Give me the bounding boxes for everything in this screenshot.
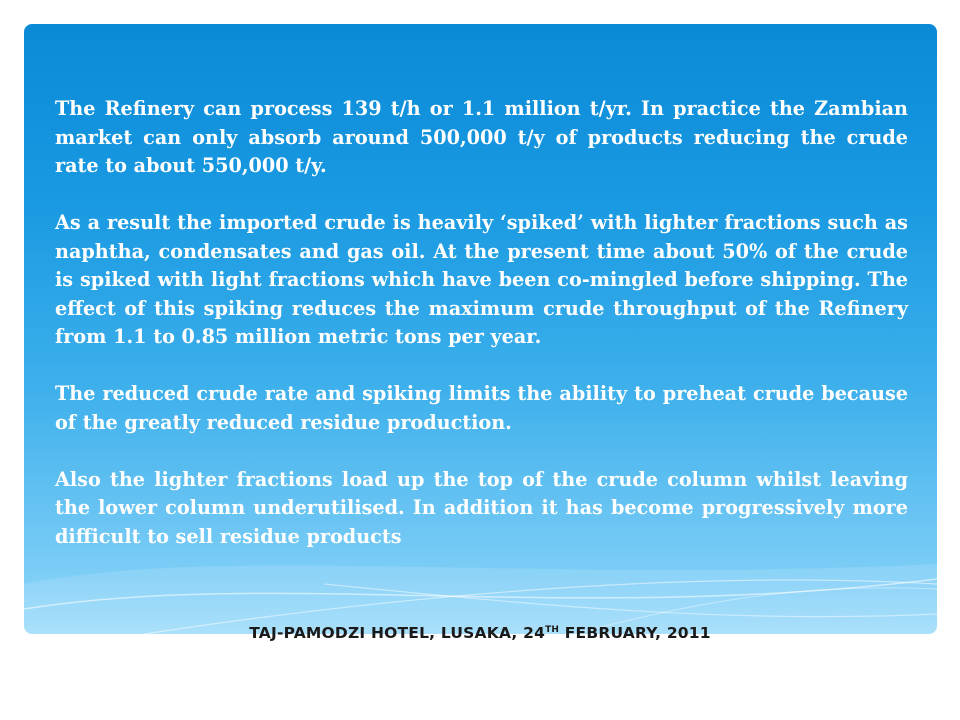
paragraph-column-loading: Also the lighter fractions load up the top of the crude column whilst leaving the lower column underutilised. In addition it has become progressively more difficult to sell residue products [55,467,908,548]
footer-venue-date [0,624,960,642]
body-text [55,95,908,551]
footer-superscript: TH [545,625,560,635]
paragraph-crude-spiking: As a result the imported crude is heavily ‘spiked’ with lighter fractions such as naphtha, condensates and gas oil. At the present time about 50% of the crude is spiked with light fractions which have been co-mingled before shipping. The effect of this spiking reduces the maximum crude throughput of the Refinery from 1.1 to 0.85 million metric tons per year. [55,211,908,348]
footer-text-after: FEBRUARY, 2011 [559,624,711,642]
paragraph-refinery-capacity: The Refinery can process 139 t/h or 1.1 million t/yr. In practice the Zambian market can only absorb around 500,000 t/y of products reducing the crude rate to about 550,000 t/y. [55,97,908,177]
slide-panel [24,24,937,634]
footer-text-before: TAJ-PAMODZI HOTEL, LUSAKA, 24 [249,624,546,642]
paragraph-preheat-limits: The reduced crude rate and spiking limits the ability to preheat crude because of the greatly reduced residue production. [55,382,908,434]
